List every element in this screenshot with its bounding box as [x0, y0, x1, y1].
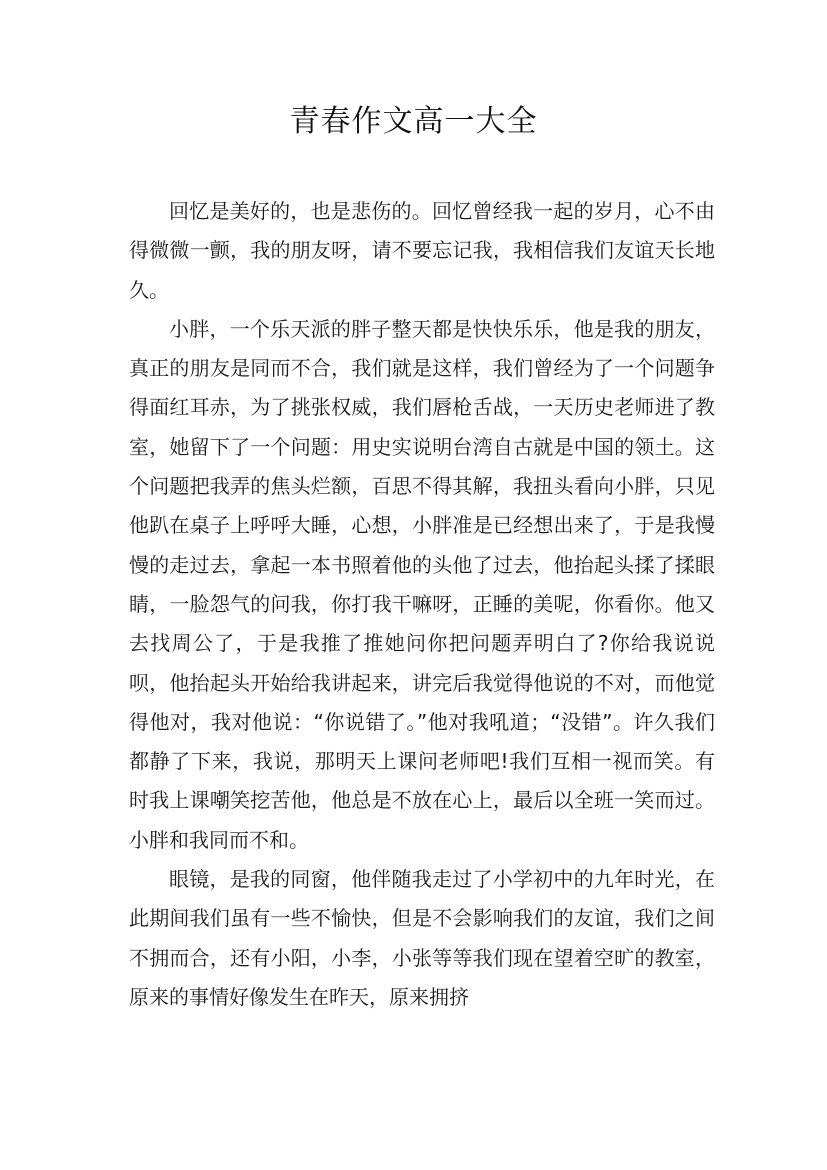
document-title: 青春作文高一大全: [289, 104, 538, 139]
paragraph: 眼镜，是我的同窗，他伴随我走过了小学初中的九年时光，在此期间我们虽有一些不愉快，但是不会影响我们的友谊，我们之间不拥而合，还有小阳，小李，小张等等我们现在望着空旷的教室，原来的事情好像发生在昨天，原来拥挤: [129, 867, 715, 1009]
document-body: [129, 192, 715, 1017]
paragraph: 小胖，一个乐天派的胖子整天都是快快乐乐，他是我的朋友，真正的朋友是同而不合，我们就是这样，我们曾经为了一个问题争得面红耳赤，为了挑张权威，我们唇枪舌战，一天历史老师进了教室，她留下了一个问题：用史实说明台湾自古就是中国的领土。这个问题把我弄的焦头烂额，百思不得其解，我扭头看向小胖，只见他趴在桌子上呼呼大睡，心想，小胖准是已经想出来了，于是我慢慢的走过去，拿起一本书照着他的头他了过去，他抬起头揉了揉眼睛，一脸怨气的问我，你打我干嘛呀，正睡的美呢，你看你。他又去找周公了，于是我推了推她问你把问题弄明白了?你给我说说呗，他抬起头开始给我讲起来，讲完后我觉得他说的不对，而他觉得他对，我对他说：“你说错了。”他对我吼道；“没错”。许久我们都静了下来，我说，那明天上课问老师吧!我们互相一视而笑。有时我上课嘲笑挖苦他，他总是不放在心上，最后以全班一笑而过。小胖和我同而不和。: [129, 316, 715, 852]
paragraph: 回忆是美好的，也是悲伤的。回忆曾经我一起的岁月，心不由得微微一颤，我的朋友呀，请不要忘记我，我相信我们友谊天长地久。: [129, 199, 715, 302]
